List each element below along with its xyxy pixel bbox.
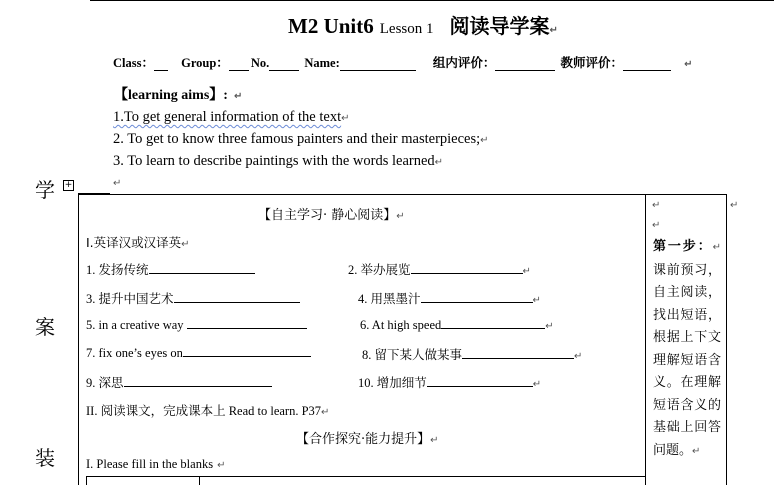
answer-blank[interactable] bbox=[174, 291, 300, 303]
section-heading bbox=[258, 204, 405, 223]
aim-item bbox=[113, 109, 349, 126]
paragraph-mark-icon: ↵ bbox=[692, 445, 701, 457]
exercise-prompt: 5. in a creative way bbox=[86, 318, 184, 332]
exercise-prompt: 7. fix one’s eyes on bbox=[86, 346, 183, 360]
side-label: 案 bbox=[35, 315, 55, 339]
aim-text: 3. To learn to describe paintings with the words learned bbox=[113, 153, 435, 169]
group-field[interactable] bbox=[229, 58, 249, 71]
answer-blank[interactable] bbox=[441, 317, 545, 329]
section-heading-text: 【自主学习· 静心阅读】 bbox=[258, 208, 397, 223]
side-note-heading: 第一步： bbox=[653, 239, 713, 254]
name-label: Name: bbox=[304, 56, 340, 70]
name-field[interactable] bbox=[340, 58, 416, 71]
paragraph-mark-icon: ↵ bbox=[396, 211, 405, 222]
answer-blank[interactable] bbox=[187, 317, 307, 329]
exercise-part-two-text: II. 阅读课文，完成课本上 Read to learn. P37 bbox=[86, 404, 322, 418]
inner-table-top bbox=[86, 476, 645, 477]
paragraph-mark-icon: ↵ bbox=[545, 321, 554, 332]
paragraph-mark-icon: ↵ bbox=[113, 178, 122, 189]
paragraph-mark-icon: ↵ bbox=[233, 91, 243, 102]
exercise-item bbox=[358, 373, 541, 391]
answer-blank[interactable] bbox=[149, 262, 255, 274]
paragraph-mark-icon: ↵ bbox=[652, 220, 661, 231]
exercise-item bbox=[362, 345, 582, 363]
paragraph-mark-icon: ↵ bbox=[181, 239, 190, 250]
exercise-part-two bbox=[86, 401, 329, 419]
teacher-eval-field[interactable] bbox=[623, 58, 671, 71]
side-note-body: 课前预习，自主阅读，找出短语，根据上下文理解短语含义。在理解短语含义的基础上回答问题。 bbox=[653, 262, 721, 458]
exercise-prompt: 3. 提升中国艺术 bbox=[86, 292, 174, 306]
side-note bbox=[653, 236, 721, 463]
answer-blank[interactable] bbox=[124, 375, 272, 387]
paragraph-mark-icon: ↵ bbox=[684, 59, 693, 70]
exercise-subheading-text: I.英译汉或汉译英 bbox=[86, 235, 182, 250]
inner-table-left bbox=[86, 476, 87, 485]
paragraph-mark-icon: ↵ bbox=[522, 266, 531, 277]
aims-heading bbox=[114, 84, 242, 104]
title-chinese: 阅读导学案 bbox=[449, 16, 550, 38]
exercise-item bbox=[348, 260, 531, 278]
paragraph-mark-icon: ↵ bbox=[341, 113, 350, 124]
exercise-item bbox=[86, 260, 255, 278]
exercise-prompt: 1. 发扬传统 bbox=[86, 263, 149, 277]
answer-blank[interactable] bbox=[421, 291, 533, 303]
exercise-prompt: 2. 举办展览 bbox=[348, 263, 411, 277]
aims-heading-text: 【learning aims】: bbox=[114, 88, 228, 103]
table-left-border bbox=[78, 194, 79, 485]
class-field[interactable] bbox=[154, 58, 168, 71]
exercise-item bbox=[86, 345, 311, 361]
exercise-item bbox=[358, 289, 541, 307]
answer-blank[interactable] bbox=[462, 347, 574, 359]
exercise-item bbox=[86, 289, 300, 307]
aim-text: 1.To get general information of the text bbox=[113, 109, 342, 125]
paragraph-mark-icon: ↵ bbox=[434, 157, 444, 168]
group-eval-field[interactable] bbox=[495, 58, 555, 71]
paragraph-mark-icon: ↵ bbox=[712, 242, 721, 253]
side-label: 学 bbox=[35, 178, 55, 202]
exercise-item bbox=[86, 373, 272, 391]
section-heading-text: 【合作探究·能力提升】 bbox=[296, 432, 431, 447]
paragraph-mark-icon: ↵ bbox=[430, 435, 439, 446]
table-divider bbox=[645, 194, 646, 485]
group-label: Group： bbox=[181, 56, 229, 70]
table-right-border bbox=[726, 194, 727, 485]
exercise-part-one-text: I. Please fill in the blanks bbox=[86, 457, 214, 471]
inner-table-divider bbox=[199, 476, 200, 485]
title-main: M2 Unit6 bbox=[288, 14, 374, 38]
paragraph-mark-icon: ↵ bbox=[730, 200, 739, 211]
expand-toggle-icon[interactable]: + bbox=[64, 180, 73, 190]
paragraph-mark-icon: ↵ bbox=[321, 407, 330, 418]
answer-blank[interactable] bbox=[427, 375, 533, 387]
no-label: No. bbox=[250, 56, 270, 70]
answer-blank[interactable] bbox=[411, 262, 523, 274]
table-top-border bbox=[78, 194, 727, 195]
exercise-prompt: 9. 深思 bbox=[86, 376, 124, 390]
paragraph-mark-icon: ↵ bbox=[574, 351, 583, 362]
teacher-eval-label: 教师评价： bbox=[560, 56, 624, 70]
class-label: Class： bbox=[113, 56, 154, 70]
page-title bbox=[288, 10, 558, 39]
exercise-part-one bbox=[86, 457, 225, 472]
no-field[interactable] bbox=[269, 58, 299, 71]
group-eval-label: 组内评价： bbox=[432, 56, 496, 70]
paragraph-mark-icon: ↵ bbox=[532, 379, 542, 390]
answer-blank[interactable] bbox=[183, 345, 311, 357]
paragraph-mark-icon: ↵ bbox=[652, 200, 661, 211]
title-lesson: Lesson 1 bbox=[379, 21, 434, 37]
aim-text: 2. To get to know three famous painters and their masterpieces; bbox=[113, 131, 481, 147]
paragraph-mark-icon: ↵ bbox=[532, 295, 541, 306]
paragraph-mark-icon: ↵ bbox=[549, 25, 558, 36]
top-rule bbox=[90, 0, 774, 1]
paragraph-mark-icon: ↵ bbox=[217, 460, 226, 471]
exercise-prompt: 8. 留下某人做某事 bbox=[362, 348, 463, 362]
aim-item bbox=[113, 153, 443, 170]
exercise-item bbox=[360, 317, 554, 333]
student-info-line bbox=[113, 53, 693, 71]
exercise-prompt: 6. At high speed bbox=[360, 318, 442, 332]
aim-item bbox=[113, 131, 489, 148]
paragraph-mark-icon: ↵ bbox=[480, 135, 489, 146]
exercise-prompt: 10. 增加细节 bbox=[358, 376, 427, 390]
exercise-item bbox=[86, 317, 307, 333]
section-heading bbox=[296, 428, 439, 447]
side-label: 装 bbox=[35, 446, 55, 470]
exercise-prompt: 4. 用黑墨汁 bbox=[358, 292, 421, 306]
exercise-subheading bbox=[86, 233, 190, 251]
